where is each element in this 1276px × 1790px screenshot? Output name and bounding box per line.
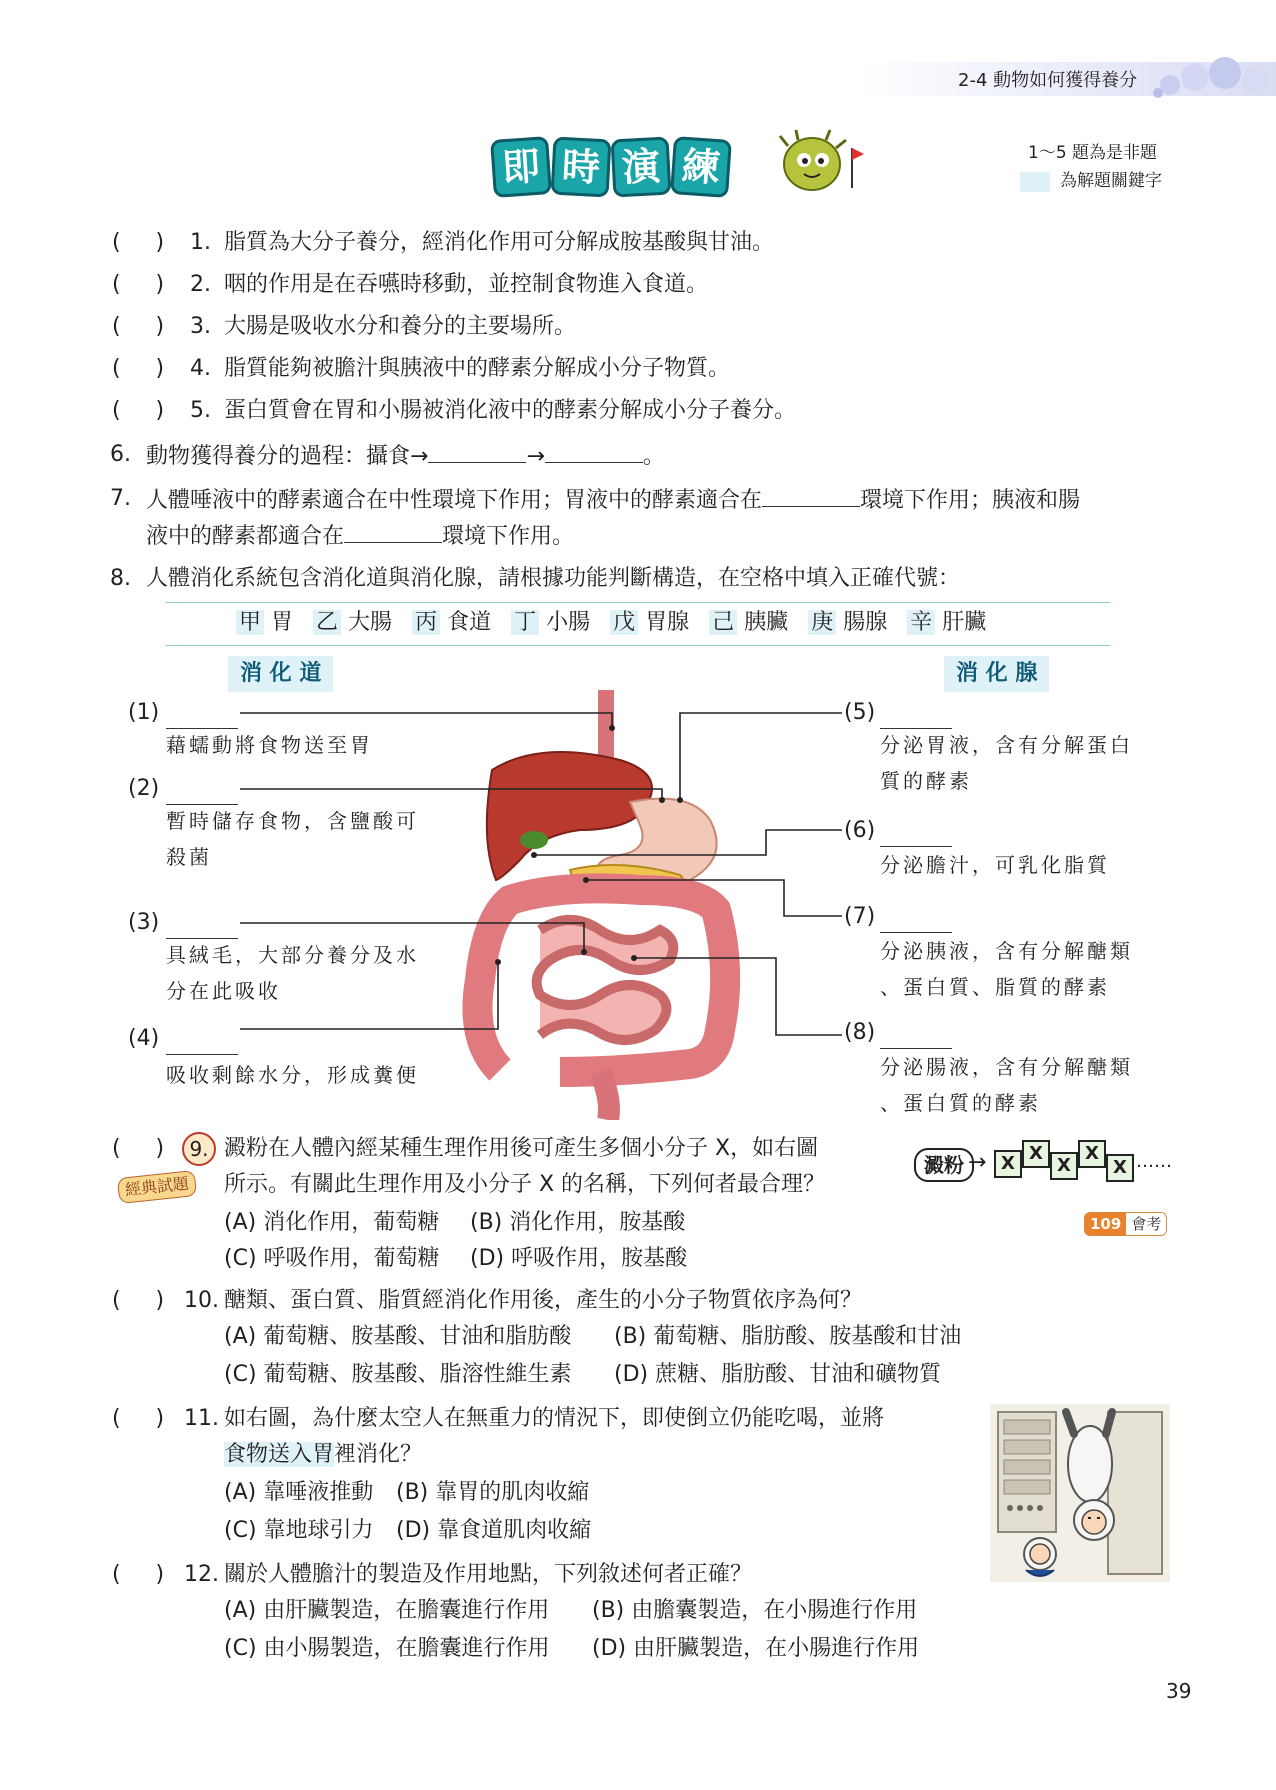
- answer-paren-1[interactable]: ( ): [112, 230, 165, 255]
- section-header: 2-4 動物如何獲得養分: [958, 70, 1138, 91]
- q6-end: 。: [642, 444, 665, 469]
- label-desc-1: 藉蠕動將食物送至胃: [166, 733, 373, 757]
- answer-blank-8[interactable]: [880, 1028, 952, 1049]
- answer-paren-2[interactable]: ( ): [112, 272, 165, 297]
- label-num: (7): [844, 904, 876, 929]
- option-code: 甲: [236, 610, 264, 635]
- starch-box: 澱粉: [914, 1148, 974, 1182]
- q1-text: 脂質為大分子養分，經消化作用可分解成胺基酸與甘油。: [224, 230, 775, 255]
- label-num: (1): [128, 700, 160, 725]
- label-desc-5: 分泌胃液，含有分解蛋白: [880, 733, 1133, 757]
- option-code: 庚: [808, 610, 836, 635]
- answer-paren-12[interactable]: ( ): [112, 1562, 165, 1587]
- option-name: 胃腺: [645, 610, 690, 635]
- answer-paren-5[interactable]: ( ): [112, 398, 165, 423]
- q11-option-a[interactable]: (A) 靠唾液推動: [224, 1480, 374, 1505]
- gallbladder-shape: [520, 831, 548, 849]
- practice-title: [492, 138, 730, 192]
- q11-option-d[interactable]: (D) 靠食道肌肉收縮: [396, 1518, 592, 1543]
- question-number: 9.: [189, 1137, 209, 1161]
- label-desc-7b: 、蛋白質、脂質的酵素: [880, 975, 1110, 999]
- exam-source-badge: [1084, 1212, 1167, 1236]
- q10-option-c[interactable]: (C) 葡萄糖、胺基酸、脂溶性維生素: [224, 1362, 572, 1387]
- q10-option-b[interactable]: (B) 葡萄糖、脂肪酸、胺基酸和甘油: [614, 1324, 962, 1349]
- ellipsis: ……: [1136, 1151, 1172, 1172]
- question-number: 10.: [184, 1288, 219, 1313]
- label-desc-3: 具絨毛，大部分養分及水: [166, 943, 419, 967]
- q7-text-d: 環境下作用。: [442, 524, 575, 549]
- q6-arrow: →: [526, 444, 545, 469]
- header-bubbles-decoration: [1150, 55, 1276, 100]
- q11-text-line2: [224, 1440, 422, 1470]
- q11-text-end: 裡消化？: [334, 1442, 423, 1467]
- title-char: 時: [551, 137, 612, 198]
- q9-text-line2: 所示。有關此生理作用及小分子 X 的名稱，下列何者最合理？: [224, 1172, 826, 1197]
- question-number: 3.: [190, 314, 211, 339]
- question-text: 咽的作用是在吞嚥時移動，並控制食物進入食道。: [224, 272, 709, 297]
- q10-text: 醣類、蛋白質、脂質經消化作用後，產生的小分子物質依序為何？: [224, 1288, 863, 1313]
- exam-label: 會考: [1126, 1213, 1166, 1235]
- arrow-icon: →: [968, 1150, 987, 1175]
- q12-option-b[interactable]: (B) 由膽囊製造，在小腸進行作用: [592, 1598, 918, 1623]
- keyword-legend-swatch: [1020, 172, 1050, 192]
- option-item: [808, 606, 887, 640]
- page-number: 39: [1166, 1679, 1192, 1703]
- question-number: 6.: [110, 442, 131, 467]
- q12-text: 關於人體膽汁的製造及作用地點，下列敘述何者正確？: [224, 1562, 753, 1587]
- classic-question-badge: 經典試題: [117, 1170, 197, 1204]
- q9-option-b[interactable]: (B) 消化作用，胺基酸: [470, 1210, 686, 1235]
- answer-paren-9[interactable]: ( ): [112, 1136, 165, 1161]
- label-desc-8: 分泌腸液，含有分解醣類: [880, 1055, 1133, 1079]
- x-molecule: X: [994, 1150, 1022, 1178]
- q7-blank-1[interactable]: [762, 484, 860, 507]
- large-intestine-shape: [478, 888, 726, 1072]
- answer-paren-10[interactable]: ( ): [112, 1288, 165, 1313]
- label-num: (8): [844, 1020, 876, 1045]
- option-code: 己: [709, 610, 737, 635]
- question-number: 12.: [184, 1562, 219, 1587]
- question-number: 2.: [190, 272, 211, 297]
- question-number: 7.: [110, 486, 131, 511]
- q9-text-line1: 澱粉在人體內經某種生理作用後可產生多個小分子 X，如右圖: [224, 1136, 819, 1161]
- q7-text-c: 液中的酵素都適合在: [146, 524, 345, 549]
- label-desc-2b: 殺菌: [166, 845, 212, 869]
- answer-blank-5[interactable]: [880, 708, 952, 729]
- rectum-shape: [600, 1072, 609, 1120]
- exam-year: 109: [1085, 1213, 1126, 1235]
- option-item: [907, 606, 986, 640]
- label-desc-7: 分泌胰液，含有分解醣類: [880, 939, 1133, 963]
- question-number: 1.: [190, 230, 211, 255]
- q7-text-a: 人體唾液中的酵素適合在中性環境下作用；胃液中的酵素適合在: [146, 488, 763, 513]
- answer-blank-4[interactable]: [166, 1034, 238, 1055]
- label-desc-4: 吸收剩餘水分，形成糞便: [166, 1063, 419, 1087]
- q7-text-b: 環境下作用；胰液和腸: [860, 488, 1081, 513]
- option-item: [236, 606, 293, 640]
- digestive-tract-title: 消 化 道: [228, 656, 333, 692]
- question-number: 4.: [190, 356, 211, 381]
- option-item: [610, 606, 689, 640]
- q8-options: [236, 606, 986, 640]
- mascot-icon: [770, 128, 866, 198]
- answer-paren-4[interactable]: ( ): [112, 356, 165, 381]
- note-true-false: 1～5 題為是非題: [1028, 143, 1158, 163]
- question-number: 11.: [184, 1406, 219, 1431]
- q9-option-a[interactable]: (A) 消化作用，葡萄糖: [224, 1210, 440, 1235]
- q10-option-a[interactable]: (A) 葡萄糖、胺基酸、甘油和脂肪酸: [224, 1324, 572, 1349]
- answer-paren-11[interactable]: ( ): [112, 1406, 165, 1431]
- option-item: [709, 606, 788, 640]
- x-molecule: X: [1078, 1140, 1106, 1168]
- label-num: (5): [844, 700, 876, 725]
- q12-option-c[interactable]: (C) 由小腸製造，在膽囊進行作用: [224, 1636, 550, 1661]
- q6-line: [146, 440, 665, 472]
- answer-blank-3[interactable]: [166, 918, 238, 939]
- q6-blank-1[interactable]: [428, 440, 526, 463]
- label-desc-8b: 、蛋白質的酵素: [880, 1091, 1041, 1115]
- q11-keyword: 食物送入胃: [224, 1442, 335, 1467]
- option-item: [511, 606, 590, 640]
- option-code: 丙: [412, 610, 440, 635]
- digestive-gland-title: 消 化 腺: [944, 656, 1049, 692]
- title-char: 練: [670, 136, 732, 198]
- label-num: (3): [128, 910, 160, 935]
- question-number: 5.: [190, 398, 211, 423]
- answer-paren-3[interactable]: ( ): [112, 314, 165, 339]
- option-item: [412, 606, 491, 640]
- question-text: 蛋白質會在胃和小腸被消化液中的酵素分解成小分子養分。: [224, 398, 797, 423]
- label-num: (2): [128, 776, 160, 801]
- question-text: 大腸是吸收水分和養分的主要場所。: [224, 314, 577, 339]
- q6-text: 動物獲得養分的過程：攝食→: [146, 444, 429, 469]
- option-name: 食道: [447, 610, 492, 635]
- q11-option-b[interactable]: (B) 靠胃的肌肉收縮: [396, 1480, 590, 1505]
- label-desc-6: 分泌膽汁，可乳化脂質: [880, 853, 1110, 877]
- title-char: 演: [611, 137, 672, 198]
- note-keyword: 為解題關鍵字: [1060, 171, 1162, 191]
- x-molecule: X: [1106, 1154, 1134, 1182]
- option-name: 腸腺: [843, 610, 888, 635]
- option-code: 戊: [610, 610, 638, 635]
- answer-blank-6[interactable]: [880, 826, 952, 847]
- q7-blank-2[interactable]: [344, 520, 442, 543]
- q10-option-d[interactable]: (D) 蔗糖、脂肪酸、甘油和礦物質: [614, 1362, 942, 1387]
- label-desc-5b: 質的酵素: [880, 769, 972, 793]
- label-num: (6): [844, 818, 876, 843]
- astronaut-illustration: [990, 1404, 1170, 1582]
- q12-option-d[interactable]: (D) 由肝臟製造，在小腸進行作用: [592, 1636, 920, 1661]
- option-name: 胰臟: [744, 610, 789, 635]
- option-code: 乙: [313, 610, 341, 635]
- q7-line-2: [146, 520, 574, 552]
- q11-option-c[interactable]: (C) 靠地球引力: [224, 1518, 374, 1543]
- answer-blank-2[interactable]: [166, 784, 238, 805]
- label-desc-2: 暫時儲存食物，含鹽酸可: [166, 809, 419, 833]
- label-desc-3b: 分在此吸收: [166, 979, 281, 1003]
- answer-blank-7[interactable]: [880, 912, 952, 933]
- x-molecule: X: [1022, 1140, 1050, 1168]
- option-code: 丁: [511, 610, 539, 635]
- label-num: (4): [128, 1026, 160, 1051]
- option-item: [313, 606, 392, 640]
- option-code: 辛: [907, 610, 935, 635]
- q11-text-line1: 如右圖，為什麼太空人在無重力的情況下，即使倒立仍能吃喝，並將: [224, 1406, 885, 1431]
- answer-blank-1[interactable]: [166, 708, 238, 729]
- option-name: 小腸: [546, 610, 591, 635]
- title-char: 即: [490, 136, 552, 198]
- option-name: 大腸: [348, 610, 393, 635]
- q9-option-d[interactable]: (D) 呼吸作用，胺基酸: [470, 1246, 688, 1271]
- question-text: [224, 228, 774, 258]
- question-number: 8.: [110, 566, 131, 591]
- x-molecule: X: [1050, 1152, 1078, 1180]
- q7-line-1: [146, 484, 1080, 516]
- q9-option-c[interactable]: (C) 呼吸作用，葡萄糖: [224, 1246, 440, 1271]
- small-intestine-shape: [537, 920, 674, 1040]
- q12-option-a[interactable]: (A) 由肝臟製造，在膽囊進行作用: [224, 1598, 550, 1623]
- q8-text: 人體消化系統包含消化道與消化腺，請根據功能判斷構造，在空格中填入正確代號：: [146, 566, 961, 591]
- option-name: 肝臟: [942, 610, 987, 635]
- question-text: 脂質能夠被膽汁與胰液中的酵素分解成小分子物質。: [224, 356, 731, 381]
- q9-number-circle: [182, 1132, 216, 1166]
- q6-blank-2[interactable]: [545, 440, 643, 463]
- option-name: 胃: [271, 610, 294, 635]
